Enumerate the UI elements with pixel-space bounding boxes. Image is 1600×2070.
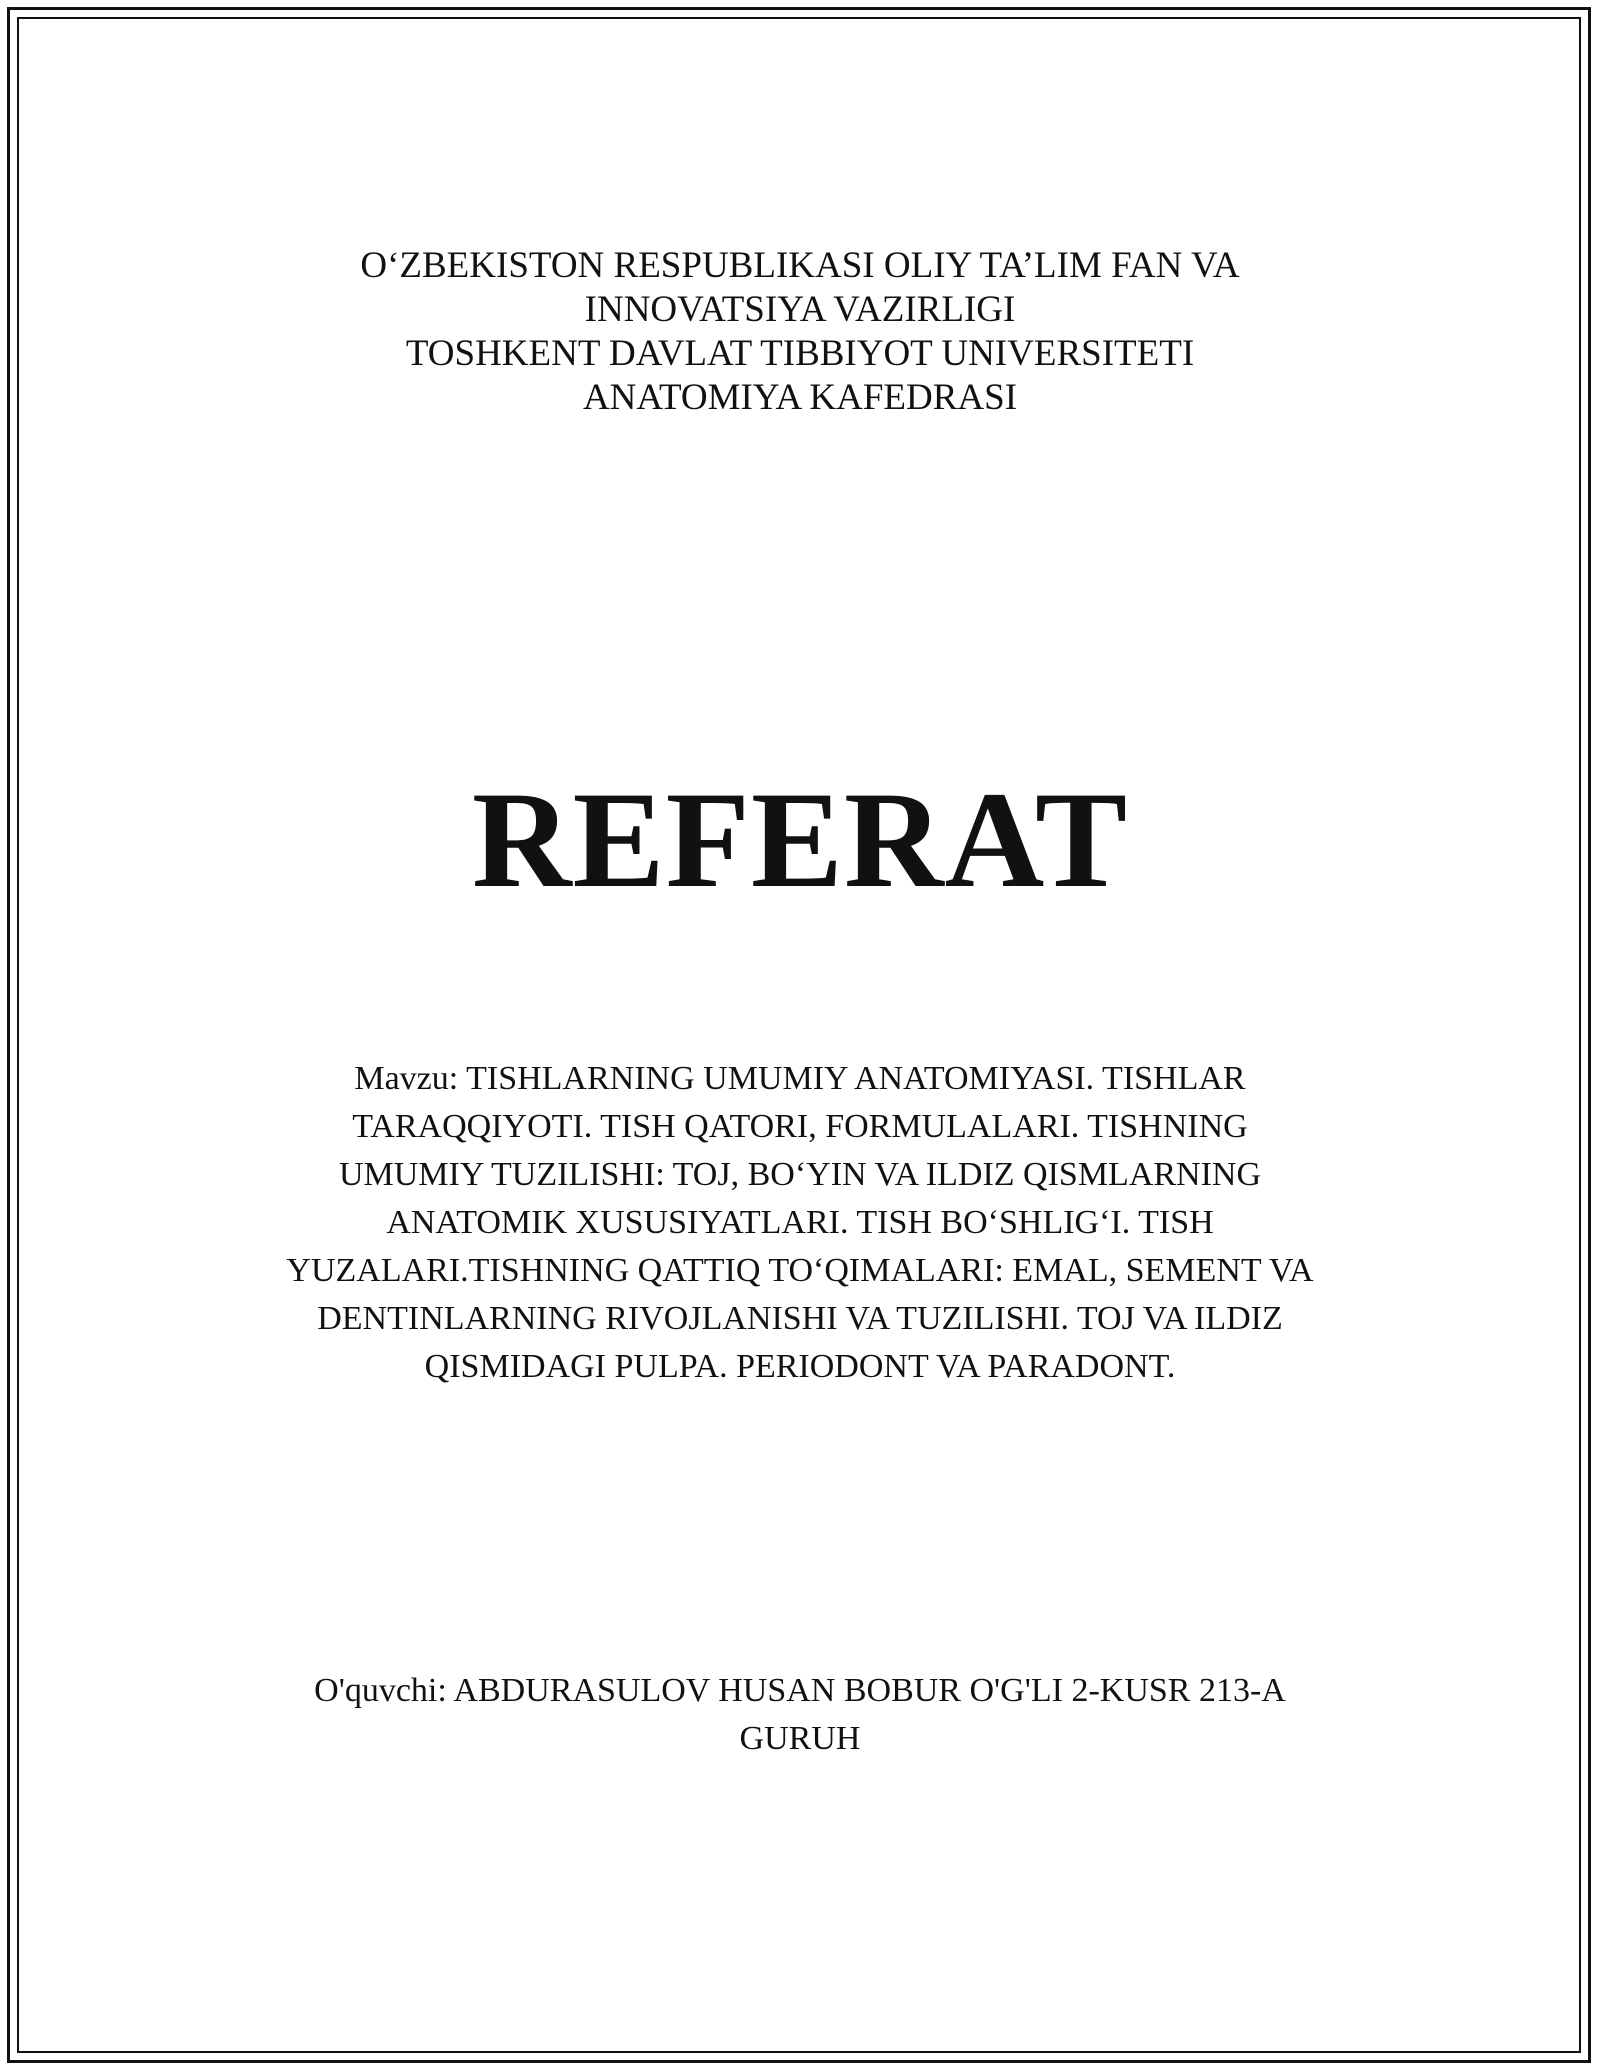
- topic-block: [100, 1055, 1500, 1391]
- topic-line: TARAQQIYOTI. TISH QATORI, FORMULALARI. TISHNING: [352, 1108, 1248, 1145]
- institution-header: [100, 244, 1500, 420]
- student-info: [100, 1667, 1500, 1763]
- header-line-ministry-1: O‘ZBEKISTON RESPUBLIKASI OLIY TA’LIM FAN VA: [360, 245, 1240, 286]
- topic-line: Mavzu: TISHLARNING UMUMIY ANATOMIYASI. TISHLAR: [354, 1060, 1246, 1097]
- header-line-ministry-2: INNOVATSIYA VAZIRLIGI: [584, 289, 1016, 330]
- header-line-university: TOSHKENT DAVLAT TIBBIYOT UNIVERSITETI: [405, 333, 1195, 374]
- header-line-department: ANATOMIYA KAFEDRASI: [582, 377, 1018, 418]
- document-title: REFERAT: [471, 763, 1129, 916]
- topic-line: UMUMIY TUZILISHI: TOJ, BO‘YIN VA ILDIZ QISMLARNING: [338, 1156, 1262, 1193]
- topic-line: ANATOMIK XUSUSIYATLARI. TISH BO‘SHLIG‘I. TISH: [386, 1204, 1214, 1241]
- topic-line: QISMIDAGI PULPA. PERIODONT VA PARADONT.: [424, 1348, 1176, 1385]
- topic-line: YUZALARI.TISHNING QATTIQ TO‘QIMALARI: EMAL, SEMENT VA: [286, 1252, 1314, 1289]
- student-line: GURUH: [739, 1720, 861, 1757]
- student-line: O'quvchi: ABDURASULOV HUSAN BOBUR O'G'LI 2-KUSR 213-A: [314, 1672, 1286, 1709]
- topic-line: DENTINLARNING RIVOJLANISHI VA TUZILISHI. TOJ VA ILDIZ: [317, 1300, 1283, 1337]
